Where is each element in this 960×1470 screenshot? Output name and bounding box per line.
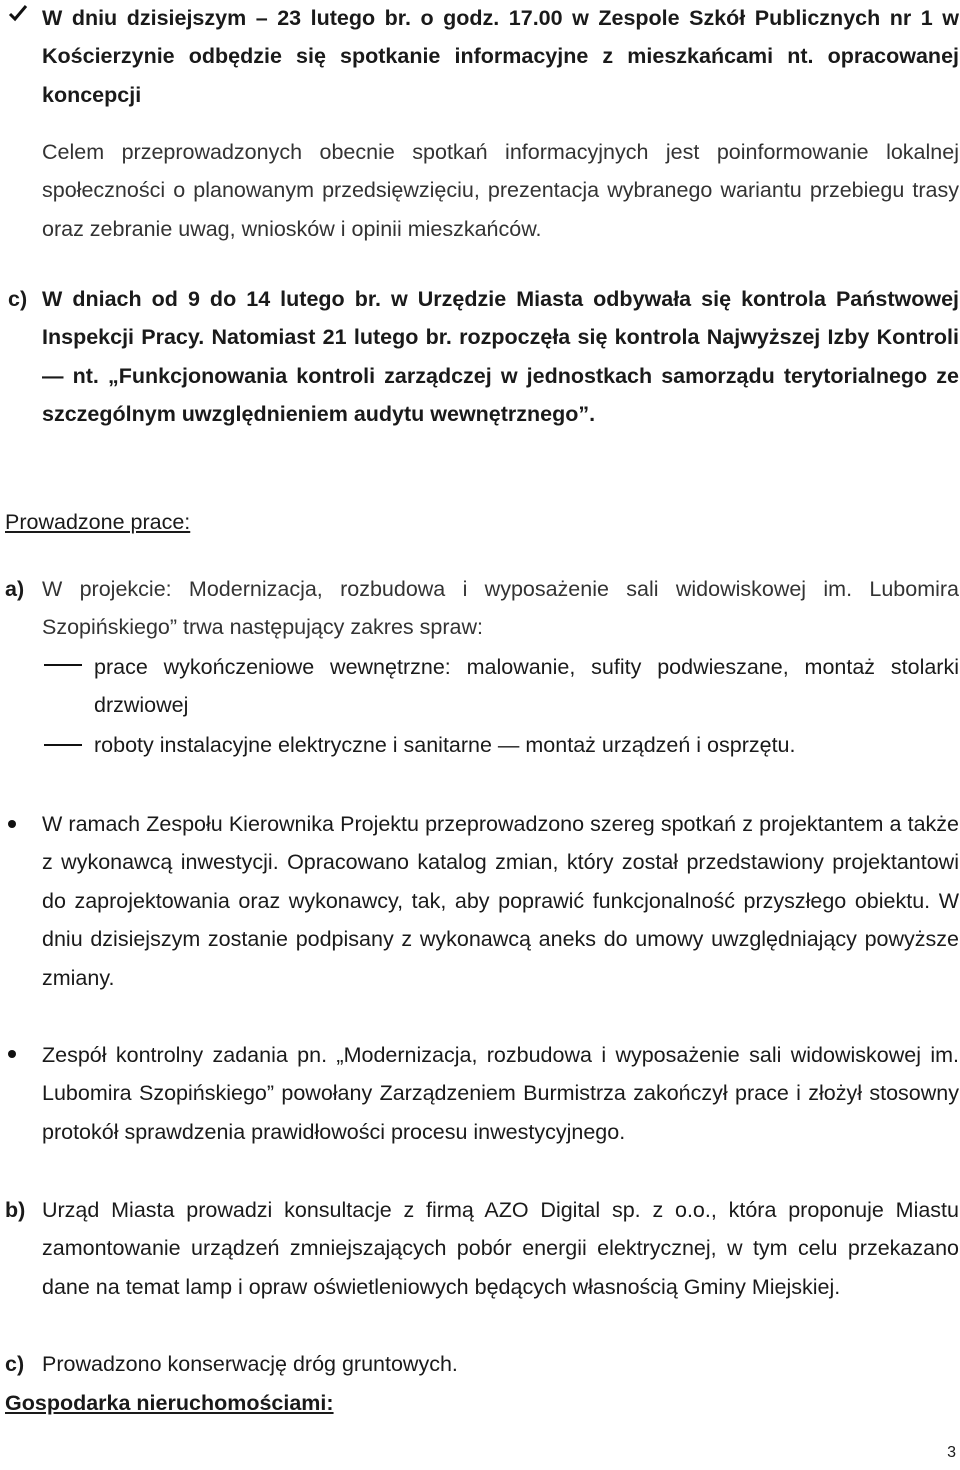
inspection-paragraph: W dniach od 9 do 14 lutego br. w Urzędzie Miasta odbywała się kontrola Państwowej Inspekcji Pracy. Natomiast 21 lutego br. rozpoczęła się kontrola Najwyższej Izby Kontroli — nt. „Funkcjonowania kontroli zarządczej w jednostkach samorządu terytorialnego ze szczególnym uwzględnieniem audytu wewnętrznego”. (42, 287, 959, 427)
dash-item: roboty instalacyjne elektryczne i sanitarne — montaż urządzeń i osprzętu. (94, 733, 796, 757)
list-marker-b: b) (5, 1198, 26, 1222)
bullet-paragraph-control: Zespół kontrolny zadania pn. „Modernizacja, rozbudowa i wyposażenie sali widowiskowej im. Lubomira Szopińskiego” powołany Zarządzeniem Burmistrza zakończył prace i złożył stosowny protokół sprawdzenia prawidłowości procesu inwestycyjnego. (42, 1043, 959, 1144)
bullet-dot (8, 1050, 16, 1058)
dash-item: prace wykończeniowe wewnętrzne: malowanie, sufity podwieszane, montaż stolarki drzwiowej (94, 655, 959, 718)
bullet-paragraph-meetings: W ramach Zespołu Kierownika Projektu przeprowadzono szereg spotkań z projektantem a także z wykonawcą inwestycji. Opracowano katalog zmian, który został przedstawiony projektantowi do zaprojektowania oraz wykonawcy, tak, aby poprawić funkcjonalność przyszłego obiektu. W dniu dzisiejszym zostanie podpisany z wykonawcą aneks do umowy uwzględniający powyższe zmiany. (42, 812, 959, 990)
bullet-dot (8, 820, 16, 828)
list-marker-c2: c) (5, 1352, 25, 1376)
section-heading-property: Gospodarka nieruchomościami: (5, 1391, 334, 1415)
dash-bullet (44, 744, 82, 746)
page-number: 3 (947, 1444, 956, 1461)
list-marker-a: a) (5, 577, 25, 601)
list-marker-c1: c) (8, 287, 28, 311)
section-heading-works: Prowadzone prace: (5, 510, 191, 534)
checkmark-icon (7, 2, 29, 24)
project-paragraph: W projekcie: Modernizacja, rozbudowa i wyposażenie sali widowiskowej im. Lubomira Szopińskiego” trwa następujący zakres spraw: (42, 577, 959, 640)
intro-paragraph: W dniu dzisiejszym – 23 lutego br. o godz. 17.00 w Zespole Szkół Publicznych nr 1 w Kościerzynie odbędzie się spotkanie informacyjne z mieszkańcami nt. opracowanej koncepcji (42, 6, 959, 107)
consultation-paragraph: Urząd Miasta prowadzi konsultacje z firmą AZO Digital sp. z o.o., która proponuje Miastu zamontowanie urządzeń zmniejszających pobór energii elektrycznej, w tym celu przekazano dane na temat lamp i opraw oświetleniowych będących własnością Gminy Miejskiej. (42, 1198, 959, 1299)
goal-paragraph: Celem przeprowadzonych obecnie spotkań informacyjnych jest poinformowanie lokalnej społeczności o planowanym przedsięwzięciu, prezentacja wybranego wariantu przebiegu trasy oraz zebranie uwag, wniosków i opinii mieszkańców. (42, 140, 959, 241)
roads-paragraph: Prowadzono konserwację dróg gruntowych. (42, 1352, 458, 1376)
dash-bullet (44, 664, 82, 666)
